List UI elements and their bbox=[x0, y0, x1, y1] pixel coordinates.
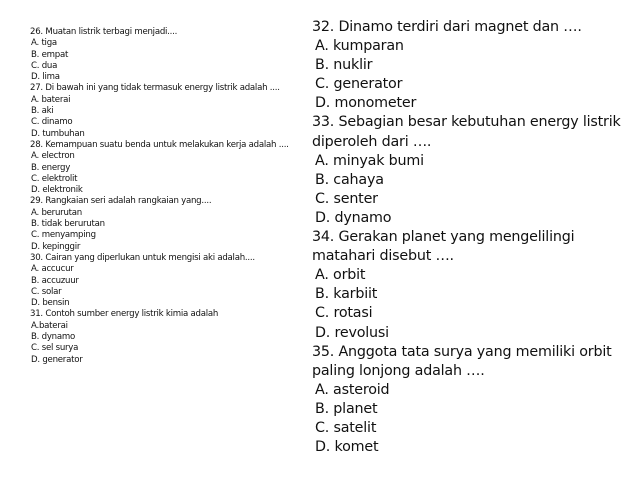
question-33 bbox=[312, 113, 630, 228]
question-31 bbox=[30, 309, 295, 365]
option-d: D. monometer bbox=[315, 95, 417, 112]
option-a: A. minyak bumi bbox=[315, 152, 424, 169]
option-c: C. menyamping bbox=[31, 230, 96, 241]
option-b: B. cahaya bbox=[315, 171, 384, 188]
question-34 bbox=[312, 228, 630, 343]
question-text: 28. Kemampuan suatu benda untuk melakukan kerja adalah .... bbox=[30, 139, 289, 150]
option-b: B. karbiit bbox=[315, 286, 378, 303]
option-d: D. lima bbox=[31, 72, 60, 83]
option-a: A. electron bbox=[31, 151, 75, 162]
question-27 bbox=[30, 83, 295, 139]
question-text: 30. Cairan yang diperlukan untuk mengisi aki adalah.... bbox=[30, 252, 255, 263]
question-text: 34. Gerakan planet yang mengelilingi matahari disebut …. bbox=[312, 229, 575, 265]
option-c: C. senter bbox=[315, 190, 378, 207]
question-text: 26. Muatan listrik terbagi menjadi.... bbox=[30, 27, 178, 37]
question-28 bbox=[30, 140, 295, 196]
option-b: B. energy bbox=[31, 162, 71, 173]
option-a: A. asteroid bbox=[315, 381, 390, 398]
option-a: A. accucur bbox=[31, 264, 74, 275]
option-a: A. kumparan bbox=[315, 38, 404, 55]
question-text: 35. Anggota tata surya yang memiliki orbit paling lonjong adalah …. bbox=[312, 343, 612, 379]
option-d: D. revolusi bbox=[315, 324, 389, 341]
question-26 bbox=[30, 27, 295, 83]
left-column bbox=[30, 27, 295, 366]
question-29 bbox=[30, 196, 295, 252]
option-c: C. generator bbox=[315, 76, 403, 93]
option-a: A.baterai bbox=[31, 320, 68, 331]
option-a: A. tiga bbox=[31, 38, 57, 49]
option-d: D. bensin bbox=[31, 298, 70, 309]
option-d: D. kepinggir bbox=[31, 241, 81, 252]
question-30 bbox=[30, 253, 295, 309]
option-d: D. dynamo bbox=[315, 209, 392, 226]
option-b: B. nuklir bbox=[315, 57, 373, 74]
option-d: D. tumbuhan bbox=[31, 128, 85, 139]
question-text: 27. Di bawah ini yang tidak termasuk energy listrik adalah .... bbox=[30, 83, 280, 94]
right-column bbox=[312, 18, 630, 457]
option-b: B. accuzuur bbox=[31, 275, 79, 286]
question-text: 33. Sebagian besar kebutuhan energy listrik diperoleh dari …. bbox=[312, 114, 621, 150]
option-b: B. empat bbox=[31, 49, 69, 60]
option-c: C. dinamo bbox=[31, 117, 73, 128]
option-b: B. tidak berurutan bbox=[31, 219, 105, 230]
option-b: B. planet bbox=[315, 400, 378, 417]
question-35 bbox=[312, 343, 630, 458]
option-c: C. dua bbox=[31, 60, 58, 71]
option-c: C. elektrolit bbox=[31, 173, 78, 184]
option-c: C. rotasi bbox=[315, 305, 373, 322]
option-a: A. baterai bbox=[31, 94, 71, 105]
option-a: A. berurutan bbox=[31, 207, 82, 218]
option-b: B. dynamo bbox=[31, 332, 75, 343]
option-c: C. sel surya bbox=[31, 343, 79, 354]
option-d: D. generator bbox=[31, 354, 83, 365]
option-c: C. solar bbox=[31, 286, 62, 297]
option-d: D. komet bbox=[315, 439, 379, 456]
option-a: A. orbit bbox=[315, 267, 366, 284]
question-text: 29. Rangkaian seri adalah rangkaian yang.... bbox=[30, 196, 212, 207]
option-d: D. elektronik bbox=[31, 185, 83, 196]
question-32 bbox=[312, 18, 630, 113]
option-b: B. aki bbox=[31, 106, 54, 117]
question-text: 32. Dinamo terdiri dari magnet dan …. bbox=[312, 19, 582, 35]
option-c: C. satelit bbox=[315, 419, 377, 436]
question-text: 31. Contoh sumber energy listrik kimia adalah bbox=[30, 309, 219, 320]
